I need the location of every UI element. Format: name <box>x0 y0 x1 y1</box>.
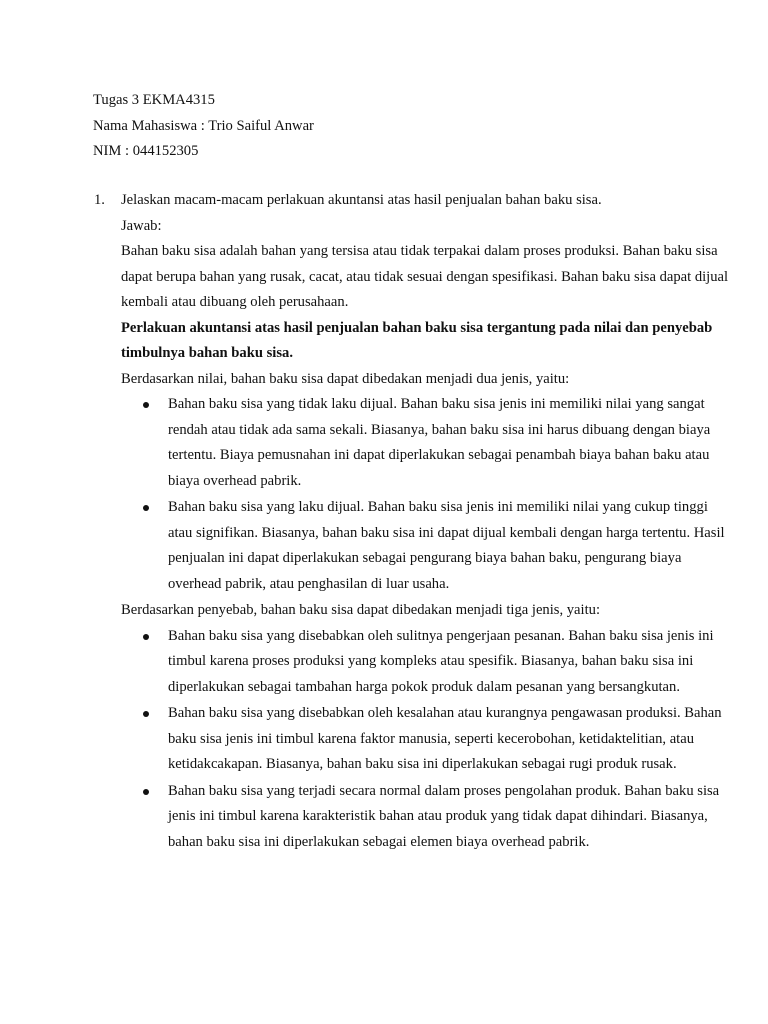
assignment-title: Tugas 3 EKMA4315 <box>93 92 215 108</box>
by-value-list <box>121 392 731 597</box>
list-item-text: Bahan baku sisa yang terjadi secara normal dalam proses pengolahan produk. Bahan baku sisa jenis ini timbul karena karakteristik bahan atau produk yang tidak dapat dihindari. Biasanya, bahan baku sisa ini diperlakukan sebagai elemen biaya overhead pabrik. <box>168 782 720 850</box>
bullet-icon <box>143 505 149 511</box>
by-cause-list <box>121 624 731 856</box>
bullet-icon <box>143 634 149 640</box>
answer-label: Jawab: <box>121 217 162 234</box>
list-item-text: Bahan baku sisa yang laku dijual. Bahan baku sisa jenis ini memiliki nilai yang cukup tinggi atau signifikan. Biasanya, bahan baku sisa ini dapat dijual kembali dengan harga tertentu. Hasil penjualan ini dapat diperlakukan sebagai pengurang biaya bahan baku, pengurang biaya overhead pabrik, atau penghasilan di luar usaha. <box>168 499 725 592</box>
question-text: Jelaskan macam-macam perlakuan akuntansi atas hasil penjualan bahan baku sisa. <box>121 192 602 208</box>
by-cause-intro: Berdasarkan penyebab, bahan baku sisa dapat dibedakan menjadi tiga jenis, yaitu: <box>121 602 600 618</box>
list-item <box>121 701 731 778</box>
question-body <box>121 188 731 856</box>
bullet-icon <box>143 789 149 795</box>
list-item <box>121 495 731 597</box>
list-item-text: Bahan baku sisa yang disebabkan oleh sulitnya pengerjaan pesanan. Bahan baku sisa jenis ini timbul karena proses produksi yang kompleks atau spesifik. Biasanya, bahan baku sisa ini diperlakukan sebagai tambahan harga pokok produk dalam pesanan yang bersangkutan. <box>168 627 714 695</box>
list-item-text: Bahan baku sisa yang tidak laku dijual. Bahan baku sisa jenis ini memiliki nilai yang sangat rendah atau tidak ada sama sekali. Biasanya, bahan baku sisa ini harus dibuang dengan biaya tertentu. Biaya pemusnahan ini dapat diperlakukan sebagai penambah biaya bahan baku atau biaya overhead pabrik. <box>168 396 711 489</box>
question-number: 1. <box>94 192 105 208</box>
student-id: NIM : 044152305 <box>93 143 199 159</box>
by-value-intro: Berdasarkan nilai, bahan baku sisa dapat dibedakan menjadi dua jenis, yaitu: <box>121 370 570 387</box>
list-item-text: Bahan baku sisa yang disebabkan oleh kesalahan atau kurangnya pengawasan produksi. Bahan baku sisa jenis ini timbul karena faktor manusia, seperti kecerobohan, ketidaktelitian, atau ketidakcakapan. Biasanya, bahan baku sisa ini diperlakukan sebagai rugi produk rusak. <box>168 705 722 772</box>
bullet-icon <box>143 402 149 408</box>
student-name: Nama Mahasiswa : Trio Saiful Anwar <box>93 117 314 134</box>
document-header <box>93 88 314 165</box>
bullet-icon <box>143 711 149 717</box>
answer-intro: Bahan baku sisa adalah bahan yang tersisa atau tidak terpakai dalam proses produksi. Bahan baku sisa dapat berupa bahan yang rusak, cacat, atau tidak sesuai dengan spesifikasi. Bahan baku sisa dapat dijual kembali atau dibuang oleh perusahaan. <box>121 243 729 310</box>
list-item <box>121 624 731 701</box>
bold-statement: Perlakuan akuntansi atas hasil penjualan bahan baku sisa tergantung pada nilai dan penyebab timbulnya bahan baku sisa. <box>121 319 713 361</box>
list-item <box>121 779 731 856</box>
list-item <box>121 392 731 494</box>
